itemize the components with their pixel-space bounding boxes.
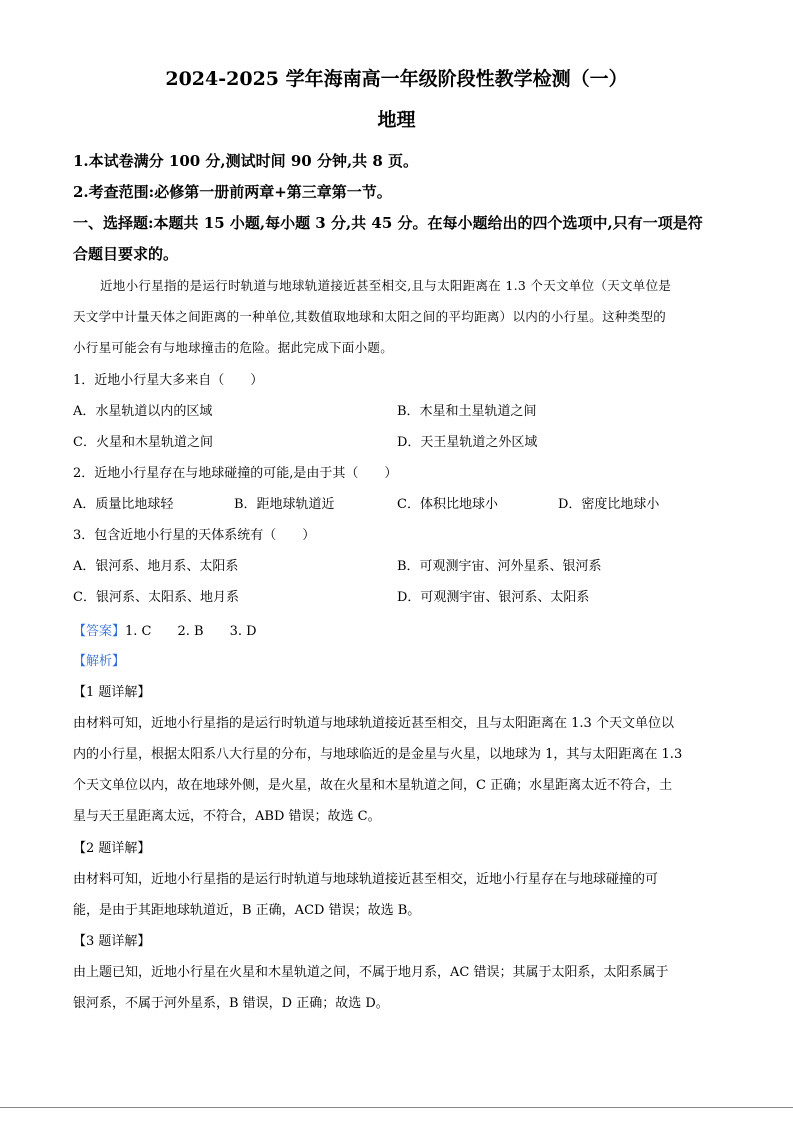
question-1-stem: 1．近地小行星大多来自（ ） bbox=[73, 373, 264, 388]
detail-2-line-2: 能，是由于其距地球轨道近，B 正确，ACD 错误；故选 B。 bbox=[73, 903, 421, 918]
answer-2: 2. B bbox=[177, 624, 204, 639]
section-heading-line1: 一、选择题:本题共 15 小题,每小题 3 分,共 45 分。在每小题给出的四个选项中,只有一项是符 bbox=[73, 214, 703, 232]
note-1: 1.本试卷满分 100 分,测试时间 90 分钟,共 8 页。 bbox=[73, 152, 419, 170]
passage-line-2: 天文学中计量天体之间距离的一种单位,其数值取地球和太阳之间的平均距离）以内的小行星。这种类型的 bbox=[73, 309, 667, 324]
q1-option-c: C．火星和木星轨道之间 bbox=[73, 435, 213, 450]
q2-option-c: C．体积比地球小 bbox=[397, 497, 498, 512]
q3-option-a: A．银河系、地月系、太阳系 bbox=[73, 559, 239, 574]
q2-option-d: D．密度比地球小 bbox=[558, 497, 660, 512]
q1-option-a: A．水星轨道以内的区域 bbox=[73, 404, 213, 419]
section-heading-line2: 合题目要求的。 bbox=[73, 245, 179, 263]
detail-2-heading: 【2 题详解】 bbox=[73, 841, 151, 856]
detail-1-line-3: 个天文单位以内，故在地球外侧，是火星，故在火星和木星轨道之间，C 正确；水星距离太近不符合，土 bbox=[73, 778, 673, 793]
answer-label: 【答案】 bbox=[73, 624, 126, 639]
page-title: 2024-2025 学年海南高一年级阶段性教学检测（一） bbox=[165, 68, 628, 90]
q2-option-a: A．质量比地球轻 bbox=[73, 497, 174, 512]
analysis-label: 【解析】 bbox=[73, 654, 126, 669]
detail-1-line-1: 由材料可知，近地小行星指的是运行时轨道与地球轨道接近甚至相交，且与太阳距离在 1.3 个天文单位以 bbox=[73, 716, 674, 731]
q2-option-b: B．距地球轨道近 bbox=[234, 497, 335, 512]
q3-option-b: B．可观测宇宙、河外星系、银河系 bbox=[397, 559, 602, 574]
detail-1-line-2: 内的小行星，根据太阳系八大行星的分布，与地球临近的是金星与火星，以地球为 1，其与太阳距离在 1.3 bbox=[73, 747, 683, 762]
note-2: 2.考查范围:必修第一册前两章+第三章第一节。 bbox=[73, 183, 392, 201]
answer-row bbox=[73, 620, 257, 639]
detail-1-heading: 【1 题详解】 bbox=[73, 685, 151, 700]
q3-option-c: C．银河系、太阳系、地月系 bbox=[73, 590, 239, 605]
answer-1: 1. C bbox=[125, 624, 152, 639]
question-2-stem: 2．近地小行星存在与地球碰撞的可能,是由于其（ ） bbox=[73, 466, 398, 481]
passage-line-1: 近地小行星指的是运行时轨道与地球轨道接近甚至相交,且与太阳距离在 1.3 个天文单位（天文单位是 bbox=[100, 278, 672, 293]
q1-option-d: D．天王星轨道之外区域 bbox=[397, 435, 538, 450]
q1-option-b: B．木星和土星轨道之间 bbox=[397, 404, 537, 419]
passage-line-3: 小行星可能会有与地球撞击的危险。据此完成下面小题。 bbox=[73, 340, 394, 355]
detail-1-line-4: 星与天王星距离太远，不符合，ABD 错误；故选 C。 bbox=[73, 809, 381, 824]
subject-title: 地理 bbox=[377, 109, 416, 131]
page-bottom-divider bbox=[0, 1107, 793, 1108]
detail-3-heading: 【3 题详解】 bbox=[73, 934, 151, 949]
q3-option-d: D．可观测宇宙、银河系、太阳系 bbox=[397, 590, 590, 605]
question-3-stem: 3．包含近地小行星的天体系统有（ ） bbox=[73, 528, 316, 543]
detail-2-line-1: 由材料可知，近地小行星指的是运行时轨道与地球轨道接近甚至相交，近地小行星存在与地球碰撞的可 bbox=[73, 872, 659, 887]
detail-3-line-2: 银河系，不属于河外星系，B 错误，D 正确；故选 D。 bbox=[73, 996, 389, 1011]
detail-3-line-1: 由上题已知，近地小行星在火星和木星轨道之间，不属于地月系，AC 错误；其属于太阳系，太阳系属于 bbox=[73, 965, 669, 980]
answer-3: 3. D bbox=[229, 624, 257, 639]
